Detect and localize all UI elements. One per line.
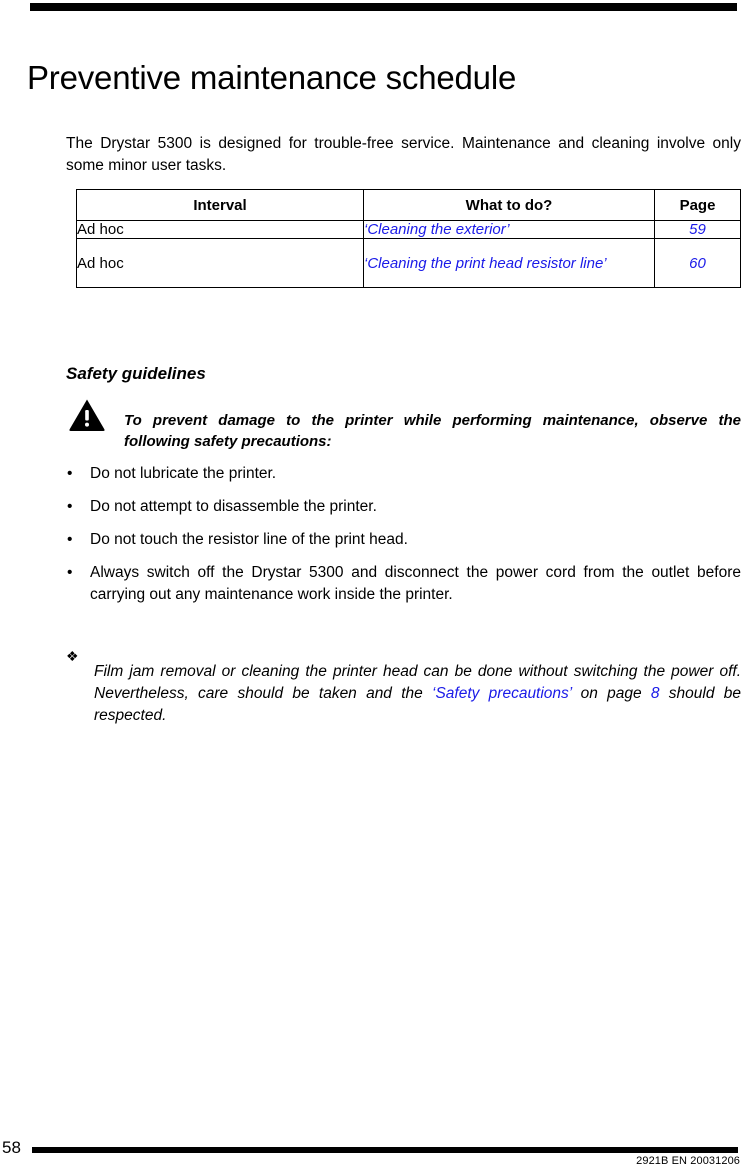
- list-item: [66, 529, 741, 551]
- table-row: [77, 239, 741, 288]
- list-item-text: Do not touch the resistor line of the print head.: [90, 531, 408, 548]
- note-text-after: should be respected.: [94, 684, 741, 724]
- list-item-text: Always switch off the Drystar 5300 and disconnect the power cord from the outlet before carrying out any maintenance work inside the printer.: [90, 564, 741, 603]
- caution-text: To prevent damage to the printer while performing maintenance, observe the following safety precautions:: [124, 412, 741, 450]
- list-item: [66, 463, 741, 485]
- diamond-bullet-icon: ❖: [66, 648, 79, 664]
- safety-bullet-list: [66, 463, 741, 606]
- caution-block: [66, 395, 741, 467]
- page-title: Preventive maintenance schedule: [27, 59, 517, 97]
- top-page-rule: [30, 3, 737, 11]
- list-item-text: Do not lubricate the printer.: [90, 465, 277, 482]
- column-header-what-to-do: What to do?: [364, 190, 655, 221]
- list-item: [66, 562, 741, 606]
- column-header-interval: Interval: [77, 190, 364, 221]
- note-block: [66, 645, 741, 742]
- note-text-middle: on page: [571, 684, 651, 702]
- bullet-icon: •: [67, 465, 73, 482]
- warning-triangle-icon: [68, 398, 106, 432]
- section-heading-safety-guidelines: Safety guidelines: [66, 364, 206, 384]
- list-item-text: Do not attempt to disassemble the printer.: [90, 498, 377, 515]
- note-link-safety-precautions[interactable]: ‘Safety precautions’: [432, 684, 572, 702]
- cell-page-link[interactable]: 59: [655, 221, 741, 239]
- maintenance-schedule-table: [76, 189, 741, 288]
- cell-interval: Ad hoc: [77, 239, 364, 288]
- note-link-page-number[interactable]: 8: [650, 684, 660, 702]
- footer-document-code: 2921B EN 20031206: [636, 1155, 740, 1167]
- note-text: [94, 661, 741, 727]
- footer-page-number: 58: [2, 1138, 21, 1157]
- note-text-before: Film jam removal or cleaning the printer head can be done without switching the power off. Nevertheless, care should be taken and the: [94, 662, 741, 702]
- footer-rule: [32, 1147, 738, 1153]
- bullet-icon: •: [67, 498, 73, 515]
- cell-what-to-do-link[interactable]: ‘Cleaning the exterior’: [364, 221, 655, 239]
- intro-paragraph: The Drystar 5300 is designed for trouble-free service. Maintenance and cleaning involve only some minor user tasks.: [66, 134, 741, 174]
- cell-page-link[interactable]: 60: [655, 239, 741, 288]
- column-header-page: Page: [655, 190, 741, 221]
- bullet-icon: •: [67, 531, 73, 548]
- bullet-icon: •: [67, 564, 73, 581]
- table-row: [77, 221, 741, 239]
- cell-what-to-do-link[interactable]: ‘Cleaning the print head resistor line’: [364, 239, 655, 288]
- list-item: [66, 496, 741, 518]
- cell-interval: Ad hoc: [77, 221, 364, 239]
- table-header-row: [77, 190, 741, 221]
